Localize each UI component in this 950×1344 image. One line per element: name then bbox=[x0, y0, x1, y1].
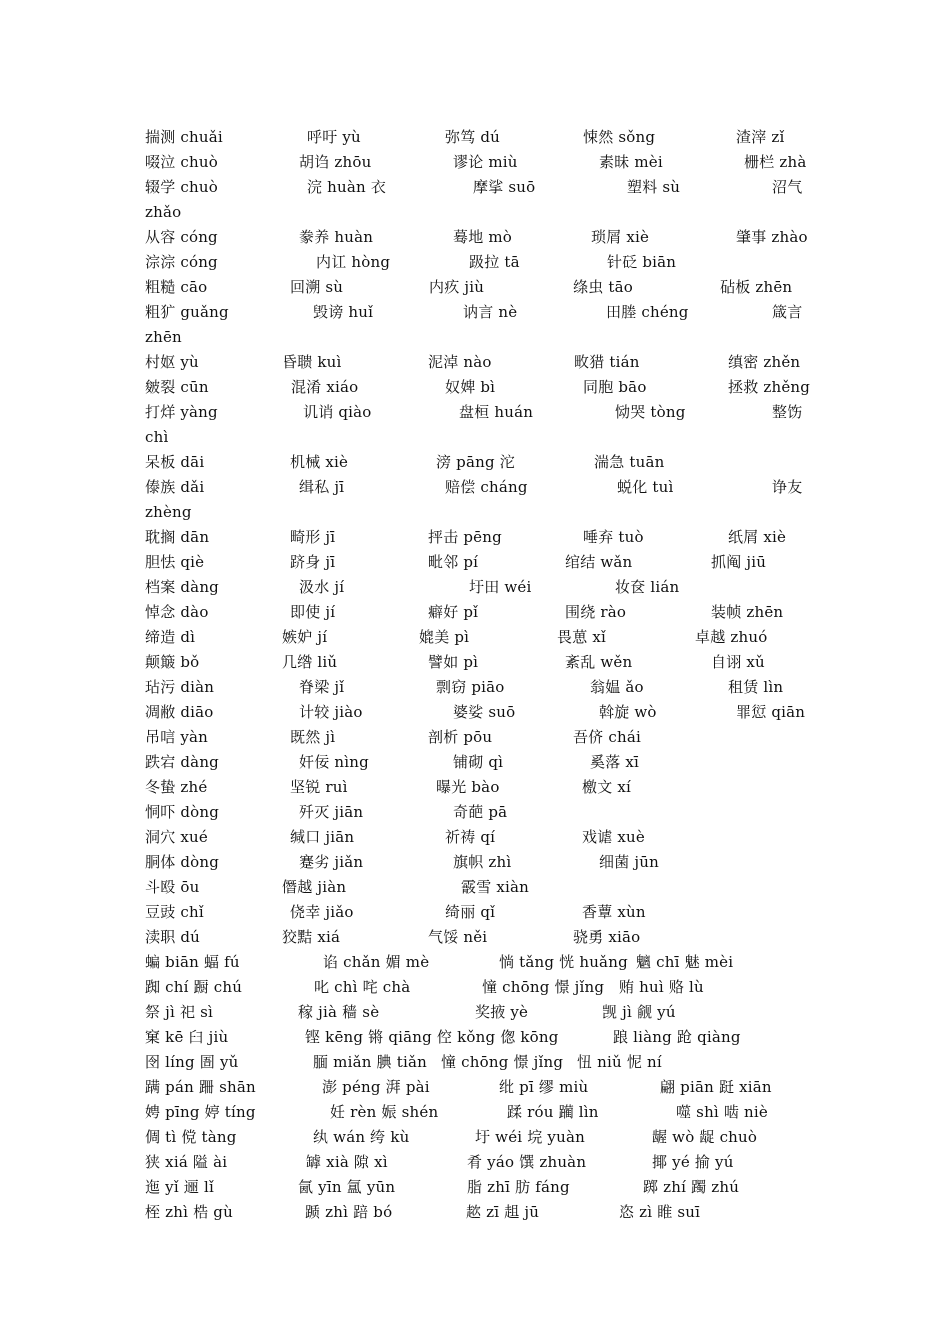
vocab-entry: 蹂 róu 躏 lìn bbox=[507, 1103, 599, 1121]
vocab-entry: 曝光 bào bbox=[436, 778, 500, 796]
text-line bbox=[0, 500, 950, 524]
vocab-entry: 踉 liàng 跄 qiàng bbox=[613, 1028, 741, 1046]
vocab-entry: zhēn bbox=[145, 328, 182, 346]
vocab-entry: 傣族 dǎi bbox=[145, 478, 205, 496]
vocab-entry: 蹇劣 jiǎn bbox=[299, 853, 364, 871]
vocab-entry: 谬论 miù bbox=[453, 153, 518, 171]
vocab-entry: 僭越 jiàn bbox=[282, 878, 347, 896]
vocab-entry: 装帧 zhēn bbox=[711, 603, 784, 621]
vocab-entry: 内讧 hòng bbox=[316, 253, 391, 271]
text-line bbox=[0, 275, 950, 299]
vocab-entry: 粗犷 guǎng bbox=[145, 303, 229, 321]
text-line bbox=[0, 425, 950, 449]
vocab-entry: 坚锐 ruì bbox=[290, 778, 348, 796]
vocab-entry: 剖析 pōu bbox=[428, 728, 493, 746]
text-line bbox=[0, 750, 950, 774]
vocab-entry: 胴体 dòng bbox=[145, 853, 220, 871]
vocab-entry: 悼念 dào bbox=[145, 603, 209, 621]
vocab-entry: 澎 péng 湃 pài bbox=[322, 1078, 430, 1096]
vocab-entry: 吾侪 chái bbox=[573, 728, 641, 746]
vocab-entry: 婆娑 suō bbox=[453, 703, 516, 721]
vocab-entry: 滂 pāng 沱 bbox=[436, 453, 515, 471]
text-line bbox=[0, 1050, 950, 1074]
vocab-entry: 翁媪 ǎo bbox=[590, 678, 644, 696]
vocab-entry: 斡旋 wò bbox=[599, 703, 657, 721]
vocab-entry: 畸形 jī bbox=[290, 528, 336, 546]
vocab-entry: 自诩 xǔ bbox=[711, 653, 765, 671]
vocab-entry: 胡诌 zhōu bbox=[299, 153, 372, 171]
vocab-entry: 肇事 zhào bbox=[736, 228, 808, 246]
vocab-entry: 回溯 sù bbox=[290, 278, 344, 296]
vocab-entry: 跌宕 dàng bbox=[145, 753, 219, 771]
vocab-entry: 即使 jí bbox=[290, 603, 336, 621]
vocab-entry: 耽搁 dān bbox=[145, 528, 210, 546]
vocab-entry: 胆怯 qiè bbox=[145, 553, 205, 571]
text-line bbox=[0, 375, 950, 399]
vocab-entry: 摩挲 suō bbox=[473, 178, 536, 196]
text-line bbox=[0, 250, 950, 274]
text-line bbox=[0, 875, 950, 899]
vocab-entry: 忸 niǔ 怩 ní bbox=[577, 1053, 662, 1071]
vocab-entry: 脊梁 jǐ bbox=[299, 678, 345, 696]
vocab-entry: 畏葸 xǐ bbox=[557, 628, 607, 646]
vocab-entry: 趑 zī 趄 jū bbox=[466, 1203, 540, 1221]
vocab-entry: 洞穴 xué bbox=[145, 828, 208, 846]
vocab-entry: 觊 jì 觎 yú bbox=[602, 1003, 676, 1021]
vocab-entry: 脂 zhī 肪 fáng bbox=[467, 1178, 570, 1196]
vocab-entry: 憧 chōng 憬 jǐng bbox=[482, 978, 605, 996]
vocab-entry: 渎职 dú bbox=[145, 928, 201, 946]
text-line bbox=[0, 150, 950, 174]
vocab-entry: 纨 wán 绔 kù bbox=[313, 1128, 410, 1146]
vocab-entry: 豢养 huàn bbox=[299, 228, 374, 246]
vocab-entry: 砧板 zhēn bbox=[720, 278, 793, 296]
vocab-entry: 癖好 pǐ bbox=[428, 603, 479, 621]
vocab-entry: 同胞 bāo bbox=[583, 378, 647, 396]
vocab-entry: 叱 chì 咤 chà bbox=[314, 978, 411, 996]
vocab-entry: 湍急 tuān bbox=[594, 453, 665, 471]
vocab-entry: 蝙 biān 蝠 fú bbox=[145, 953, 240, 971]
vocab-entry: 圩田 wéi bbox=[469, 578, 532, 596]
text-line bbox=[0, 475, 950, 499]
vocab-entry: 骁勇 xiāo bbox=[573, 928, 641, 946]
vocab-entry: 浣 huàn 衣 bbox=[307, 178, 387, 196]
text-line bbox=[0, 300, 950, 324]
vocab-entry: 蜕化 tuì bbox=[617, 478, 674, 496]
text-line bbox=[0, 225, 950, 249]
vocab-entry: 纰 pī 缪 miù bbox=[499, 1078, 589, 1096]
text-line bbox=[0, 675, 950, 699]
vocab-entry: 窠 kē 臼 jiù bbox=[145, 1028, 229, 1046]
vocab-entry: 卓越 zhuó bbox=[695, 628, 768, 646]
text-line bbox=[0, 1025, 950, 1049]
vocab-entry: 缉私 jī bbox=[299, 478, 345, 496]
vocab-entry: 唾弃 tuò bbox=[583, 528, 644, 546]
text-line bbox=[0, 125, 950, 149]
vocab-entry: 栅栏 zhà bbox=[744, 153, 807, 171]
vocab-entry: 弥笃 dú bbox=[445, 128, 501, 146]
vocab-entry: 毗邻 pí bbox=[428, 553, 479, 571]
vocab-entry: 揣测 chuǎi bbox=[145, 128, 223, 146]
vocab-entry: 缔造 dì bbox=[145, 628, 196, 646]
vocab-entry: 囹 líng 圄 yǔ bbox=[145, 1053, 239, 1071]
vocab-entry: 绦虫 tāo bbox=[573, 278, 633, 296]
vocab-entry: 盘桓 huán bbox=[459, 403, 534, 421]
vocab-entry: 计较 jiào bbox=[299, 703, 363, 721]
vocab-entry: 田塍 chéng bbox=[606, 303, 689, 321]
text-line bbox=[0, 700, 950, 724]
vocab-entry: 恸哭 tòng bbox=[615, 403, 686, 421]
vocab-entry: 剽窃 piāo bbox=[436, 678, 505, 696]
vocab-entry: 租赁 lìn bbox=[728, 678, 784, 696]
vocab-entry: 腼 miǎn 腆 tiǎn bbox=[313, 1053, 427, 1071]
vocab-entry: 整饬 bbox=[772, 403, 803, 421]
vocab-entry: 踟 chí 蹰 chú bbox=[145, 978, 243, 996]
vocab-entry: 混淆 xiáo bbox=[291, 378, 359, 396]
vocab-entry: 悚然 sǒng bbox=[583, 128, 656, 146]
vocab-entry: 淙淙 cóng bbox=[145, 253, 218, 271]
vocab-entry: 狡黠 xiá bbox=[282, 928, 341, 946]
vocab-entry: 桎 zhì 梏 gù bbox=[145, 1203, 233, 1221]
vocab-entry: zhèng bbox=[145, 503, 192, 521]
vocab-entry: 谄 chǎn 媚 mè bbox=[323, 953, 430, 971]
vocab-entry: 豆豉 chǐ bbox=[145, 903, 204, 921]
vocab-entry: 翩 piān 跹 xiān bbox=[660, 1078, 772, 1096]
text-line bbox=[0, 450, 950, 474]
vocab-entry: 娉 pīng 婷 tíng bbox=[145, 1103, 256, 1121]
vocab-entry: 几绺 liǔ bbox=[282, 653, 338, 671]
vocab-entry: 昏聩 kuì bbox=[282, 353, 342, 371]
vocab-entry: 琐屑 xiè bbox=[591, 228, 650, 246]
vocab-entry: 斗殴 ōu bbox=[145, 878, 200, 896]
vocab-entry: 嫉妒 jí bbox=[282, 628, 328, 646]
vocab-entry: 侥幸 jiǎo bbox=[290, 903, 354, 921]
vocab-entry: 媲美 pì bbox=[419, 628, 470, 646]
text-line bbox=[0, 975, 950, 999]
vocab-entry: 啜泣 chuò bbox=[145, 153, 218, 171]
text-line bbox=[0, 175, 950, 199]
text-line bbox=[0, 400, 950, 424]
vocab-entry: 趿拉 tā bbox=[469, 253, 520, 271]
vocab-entry: 呼吁 yù bbox=[307, 128, 361, 146]
vocab-entry: 冬蛰 zhé bbox=[145, 778, 208, 796]
vocab-entry: 奇葩 pā bbox=[453, 803, 508, 821]
vocab-entry: 抨击 pēng bbox=[428, 528, 502, 546]
vocab-entry: 村妪 yù bbox=[145, 353, 199, 371]
text-line bbox=[0, 525, 950, 549]
text-line bbox=[0, 350, 950, 374]
text-line bbox=[0, 1150, 950, 1174]
text-line bbox=[0, 1000, 950, 1024]
vocab-entry: 内疚 jiù bbox=[429, 278, 485, 296]
vocab-entry: 泥淖 nào bbox=[428, 353, 492, 371]
text-line bbox=[0, 325, 950, 349]
text-line bbox=[0, 575, 950, 599]
text-line bbox=[0, 725, 950, 749]
vocab-entry: 铿 kēng 锵 qiāng 倥 kǒng 偬 kōng bbox=[305, 1028, 559, 1046]
vocab-entry: 妆奁 lián bbox=[615, 578, 680, 596]
vocab-entry: 跻身 jī bbox=[290, 553, 336, 571]
vocab-entry: 踬 zhì 踣 bó bbox=[305, 1203, 393, 1221]
vocab-entry: 拯救 zhěng bbox=[728, 378, 811, 396]
vocab-entry: 稼 jià 穑 sè bbox=[298, 1003, 380, 1021]
vocab-entry: 绾结 wǎn bbox=[565, 553, 633, 571]
vocab-entry: 颠簸 bǒ bbox=[145, 653, 200, 671]
vocab-entry: 奚落 xī bbox=[590, 753, 640, 771]
vocab-entry: 玷污 diàn bbox=[145, 678, 215, 696]
vocab-entry: 讥诮 qiào bbox=[303, 403, 372, 421]
text-line bbox=[0, 925, 950, 949]
vocab-entry: 吊唁 yàn bbox=[145, 728, 209, 746]
vocab-entry: 渣滓 zǐ bbox=[736, 128, 785, 146]
vocab-entry: 龌 wò 龊 chuò bbox=[652, 1128, 758, 1146]
vocab-entry: 恣 zì 睢 suī bbox=[619, 1203, 701, 1221]
vocab-entry: 奖掖 yè bbox=[475, 1003, 529, 1021]
vocab-entry: 圩 wéi 垸 yuàn bbox=[475, 1128, 585, 1146]
vocab-entry: 紊乱 wěn bbox=[565, 653, 633, 671]
vocab-entry: 霰雪 xiàn bbox=[461, 878, 530, 896]
vocab-entry: 畋猎 tián bbox=[574, 353, 640, 371]
vocab-entry: 恫吓 dòng bbox=[145, 803, 220, 821]
vocab-entry: 汲水 jí bbox=[299, 578, 345, 596]
text-line bbox=[0, 775, 950, 799]
vocab-entry: 素昧 mèi bbox=[599, 153, 663, 171]
vocab-entry: 奸佞 nìng bbox=[299, 753, 369, 771]
vocab-entry: 祭 jì 祀 sì bbox=[145, 1003, 214, 1021]
vocab-entry: 祈祷 qí bbox=[445, 828, 496, 846]
vocab-entry: 倜 tì 傥 tàng bbox=[145, 1128, 237, 1146]
text-line bbox=[0, 825, 950, 849]
text-line bbox=[0, 200, 950, 224]
vocab-entry: 惝 tǎng 恍 huǎng bbox=[499, 953, 628, 971]
vocab-entry: 凋敝 diāo bbox=[145, 703, 214, 721]
vocab-entry: 机械 xiè bbox=[290, 453, 349, 471]
text-line bbox=[0, 625, 950, 649]
vocab-entry: 气馁 něi bbox=[428, 928, 488, 946]
text-line bbox=[0, 1100, 950, 1124]
vocab-entry: 贿 huì 赂 lù bbox=[619, 978, 704, 996]
text-line bbox=[0, 650, 950, 674]
vocab-entry: 迤 yǐ 逦 lǐ bbox=[145, 1178, 214, 1196]
vocab-entry: 踯 zhí 躅 zhú bbox=[643, 1178, 740, 1196]
vocab-entry: 譬如 pì bbox=[428, 653, 479, 671]
vocab-entry: 缜密 zhěn bbox=[728, 353, 801, 371]
vocab-entry: 围绕 rào bbox=[565, 603, 627, 621]
vocab-entry: zhǎo bbox=[145, 203, 182, 221]
vocab-entry: 讷言 nè bbox=[463, 303, 518, 321]
vocab-entry: 辍学 chuò bbox=[145, 178, 218, 196]
vocab-entry: 歼灭 jiān bbox=[299, 803, 364, 821]
text-line bbox=[0, 1125, 950, 1149]
vocab-entry: 憧 chōng 憬 jǐng bbox=[441, 1053, 564, 1071]
text-line bbox=[0, 1175, 950, 1199]
vocab-entry: 抓阄 jiū bbox=[711, 553, 767, 571]
vocab-entry: 纸屑 xiè bbox=[728, 528, 787, 546]
vocab-entry: 揶 yé 揄 yú bbox=[652, 1153, 734, 1171]
vocab-entry: 旗帜 zhì bbox=[453, 853, 512, 871]
vocab-entry: 狭 xiá 隘 ài bbox=[145, 1153, 228, 1171]
text-line bbox=[0, 550, 950, 574]
vocab-entry: 赔偿 cháng bbox=[445, 478, 528, 496]
vocab-entry: 铺砌 qì bbox=[453, 753, 504, 771]
vocab-entry: 皴裂 cūn bbox=[145, 378, 209, 396]
text-line bbox=[0, 850, 950, 874]
text-line bbox=[0, 800, 950, 824]
vocab-entry: 魑 chī 魅 mèi bbox=[636, 953, 734, 971]
vocab-entry: 檄文 xí bbox=[582, 778, 632, 796]
vocab-entry: 箴言 bbox=[772, 303, 803, 321]
vocab-entry: 诤友 bbox=[772, 478, 803, 496]
text-line bbox=[0, 900, 950, 924]
vocab-entry: 戏谑 xuè bbox=[582, 828, 645, 846]
vocab-entry: 罅 xià 隙 xì bbox=[306, 1153, 388, 1171]
vocab-entry: 罪愆 qiān bbox=[736, 703, 806, 721]
vocab-entry: 从容 cóng bbox=[145, 228, 218, 246]
vocab-entry: chì bbox=[145, 428, 169, 446]
text-line bbox=[0, 1200, 950, 1224]
vocab-entry: 针砭 biān bbox=[607, 253, 677, 271]
vocab-entry: 毁谤 huǐ bbox=[313, 303, 374, 321]
vocab-entry: 缄口 jiān bbox=[290, 828, 355, 846]
vocab-entry: 档案 dàng bbox=[145, 578, 219, 596]
vocab-entry: 沼气 bbox=[772, 178, 803, 196]
vocab-entry: 既然 jì bbox=[290, 728, 336, 746]
text-line bbox=[0, 600, 950, 624]
vocab-entry: 粗糙 cāo bbox=[145, 278, 208, 296]
vocab-entry: 妊 rèn 娠 shén bbox=[330, 1103, 439, 1121]
vocab-entry: 氤 yīn 氲 yūn bbox=[298, 1178, 396, 1196]
vocab-entry: 呆板 dāi bbox=[145, 453, 205, 471]
vocab-entry: 细菌 jūn bbox=[599, 853, 659, 871]
vocab-entry: 蓦地 mò bbox=[453, 228, 513, 246]
vocab-entry: 打烊 yàng bbox=[145, 403, 218, 421]
text-line bbox=[0, 950, 950, 974]
vocab-entry: 香蕈 xùn bbox=[582, 903, 646, 921]
vocab-entry: 噬 shì 啮 niè bbox=[676, 1103, 768, 1121]
vocab-entry: 蹒 pán 跚 shān bbox=[145, 1078, 256, 1096]
vocab-entry: 塑料 sù bbox=[627, 178, 681, 196]
vocab-entry: 肴 yáo 馔 zhuàn bbox=[467, 1153, 587, 1171]
text-line bbox=[0, 1075, 950, 1099]
vocab-entry: 奴婢 bì bbox=[445, 378, 496, 396]
vocab-entry: 绮丽 qǐ bbox=[445, 903, 496, 921]
